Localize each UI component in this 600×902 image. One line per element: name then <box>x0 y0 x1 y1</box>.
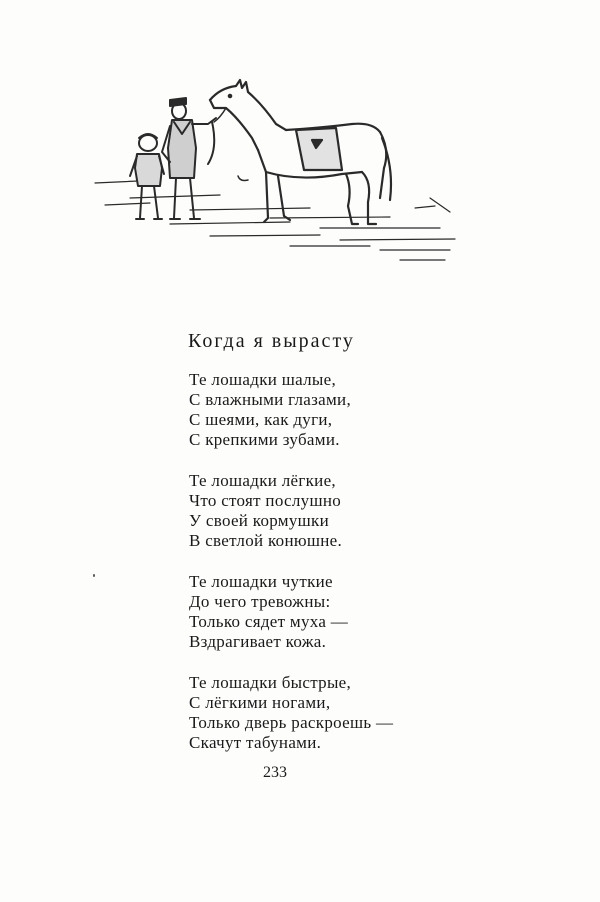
poem-line: В светлой конюшне. <box>189 531 343 550</box>
poem-title: Когда я вырасту <box>188 330 355 352</box>
horse-and-man-sketch-icon <box>90 78 460 268</box>
poem-line: С лёгкими ногами, <box>189 693 331 712</box>
poem-line: До чего тревожны: <box>189 592 331 611</box>
poem-line: С шеями, как дуги, <box>189 410 333 429</box>
poem-line: Те лошадки шалые, <box>189 370 336 389</box>
poem-line: Те лошадки чуткие <box>189 572 333 591</box>
poem-line: С крепкими зубами. <box>189 430 340 449</box>
poem-body <box>189 370 393 774</box>
poem-line: Те лошадки лёгкие, <box>189 471 336 490</box>
poem-line: Только дверь раскроешь — <box>189 713 394 732</box>
poem-line: Только сядет муха — <box>189 612 349 631</box>
stanza <box>189 471 393 551</box>
page-number: 233 <box>263 764 287 781</box>
poem-line: Что стоят послушно <box>189 491 342 510</box>
stanza <box>189 673 393 753</box>
print-speck <box>93 574 95 577</box>
stanza <box>189 370 393 450</box>
poem-line: С влажными глазами, <box>189 390 351 409</box>
poem-line: У своей кормушки <box>189 511 329 530</box>
stanza <box>189 572 393 652</box>
poem-line: Вздрагивает кожа. <box>189 632 327 651</box>
poem-line: Скачут табунами. <box>189 733 322 752</box>
poem-line: Те лошадки быстрые, <box>189 673 352 692</box>
